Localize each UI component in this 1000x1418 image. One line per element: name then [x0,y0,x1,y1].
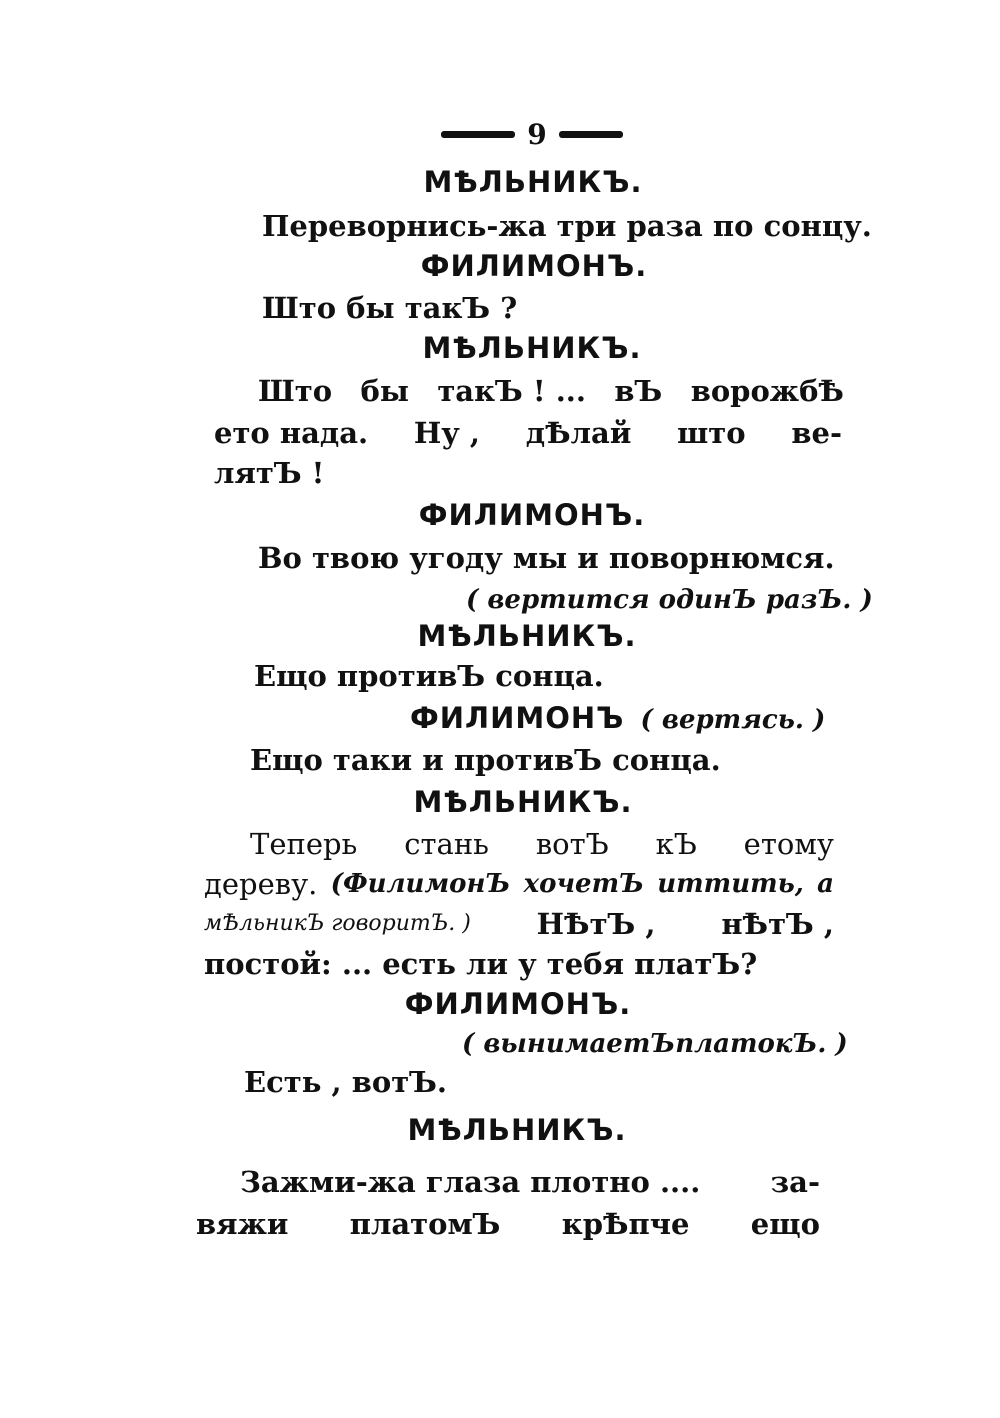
word: бы [360,374,409,408]
word: крѢпче [561,1207,690,1241]
dialogue-line: Што бы такЪ ? [262,291,518,325]
speaker-heading: ФИЛИМОНЪ. [418,498,646,532]
speaker-heading: МѢЛЬНИКЪ. [423,165,643,199]
word: ворожбѢ [690,374,844,408]
dialogue-line: лятЪ ! [214,456,325,490]
dialogue-line [196,1204,820,1244]
page-header [432,116,632,152]
speaker-heading: МѢЛЬНИКЪ. [422,331,642,365]
stage-direction-word: хочетЪ [523,869,644,899]
left-ornament-rule [441,131,515,138]
word: платомЪ [349,1207,501,1241]
speaker-heading: ФИЛИМОНЪ. [404,987,632,1021]
word: кЪ [655,827,697,861]
stage-direction: ( вертится одинЪ разЪ. ) [466,585,873,615]
dialogue-line: Во твою угоду мы и поворнюмся. [258,541,835,575]
word: НѢтЪ , [536,907,656,941]
dialogue-line: Ещо таки и противЪ сонца. [250,743,721,777]
right-ornament-rule [559,131,623,138]
stage-direction-word: (ФилимонЪ [330,869,511,899]
dialogue-line [240,1162,820,1202]
stage-direction [462,1024,848,1064]
word: Ну , [413,416,480,450]
stage-direction: мѢльникЪ говоритЪ. ) [204,911,471,936]
speaker-heading: МѢЛЬНИКЪ. [413,785,633,819]
word: вЪ [614,374,663,408]
word: за- [770,1165,820,1199]
speaker-heading-with-direction [410,698,825,740]
word: вяжи [196,1207,289,1241]
word: дереву. [204,867,318,901]
word: етому [743,827,834,861]
dialogue-line: Есть , вотЪ. [244,1065,447,1099]
word-group: Зажми-жа глаза плотно .... [240,1165,701,1199]
word: стань [404,827,489,861]
dialogue-line: постой: ... есть ли у тебя платЪ? [204,947,758,981]
word: нѢтЪ , [721,907,834,941]
word: што [677,416,746,450]
page-number: 9 [527,117,547,151]
speaker-heading: МѢЛЬНИКЪ. [407,1113,627,1147]
word: дѢлай [525,416,632,450]
dialogue-line [214,413,842,453]
speaker-name: ФИЛИМОНЪ [410,701,625,735]
stage-direction-word: иттить, [657,869,804,899]
dialogue-line [204,904,834,944]
speaker-heading: МѢЛЬНИКЪ. [417,619,637,653]
speaker-heading: ФИЛИМОНЪ. [420,249,648,283]
word: Теперь [250,827,358,861]
stage-direction-word: ( вынимаетЪ [462,1029,676,1059]
word: ето нада. [214,416,369,450]
dialogue-line: Переворнись-жа три раза по сонцу. [262,209,872,243]
word: ещо [750,1207,820,1241]
word: такЪ ! ... [437,374,586,408]
stage-direction-word: платокЪ. ) [675,1029,848,1059]
word: Што [258,374,333,408]
dialogue-line [204,864,834,904]
stage-direction-word: а [817,869,834,899]
stage-direction: ( вертясь. ) [640,705,826,735]
dialogue-line [258,371,844,411]
dialogue-line [250,824,834,864]
dialogue-line: Ещо противЪ сонца. [254,659,604,693]
word: вотЪ [535,827,609,861]
word: ве- [791,416,842,450]
